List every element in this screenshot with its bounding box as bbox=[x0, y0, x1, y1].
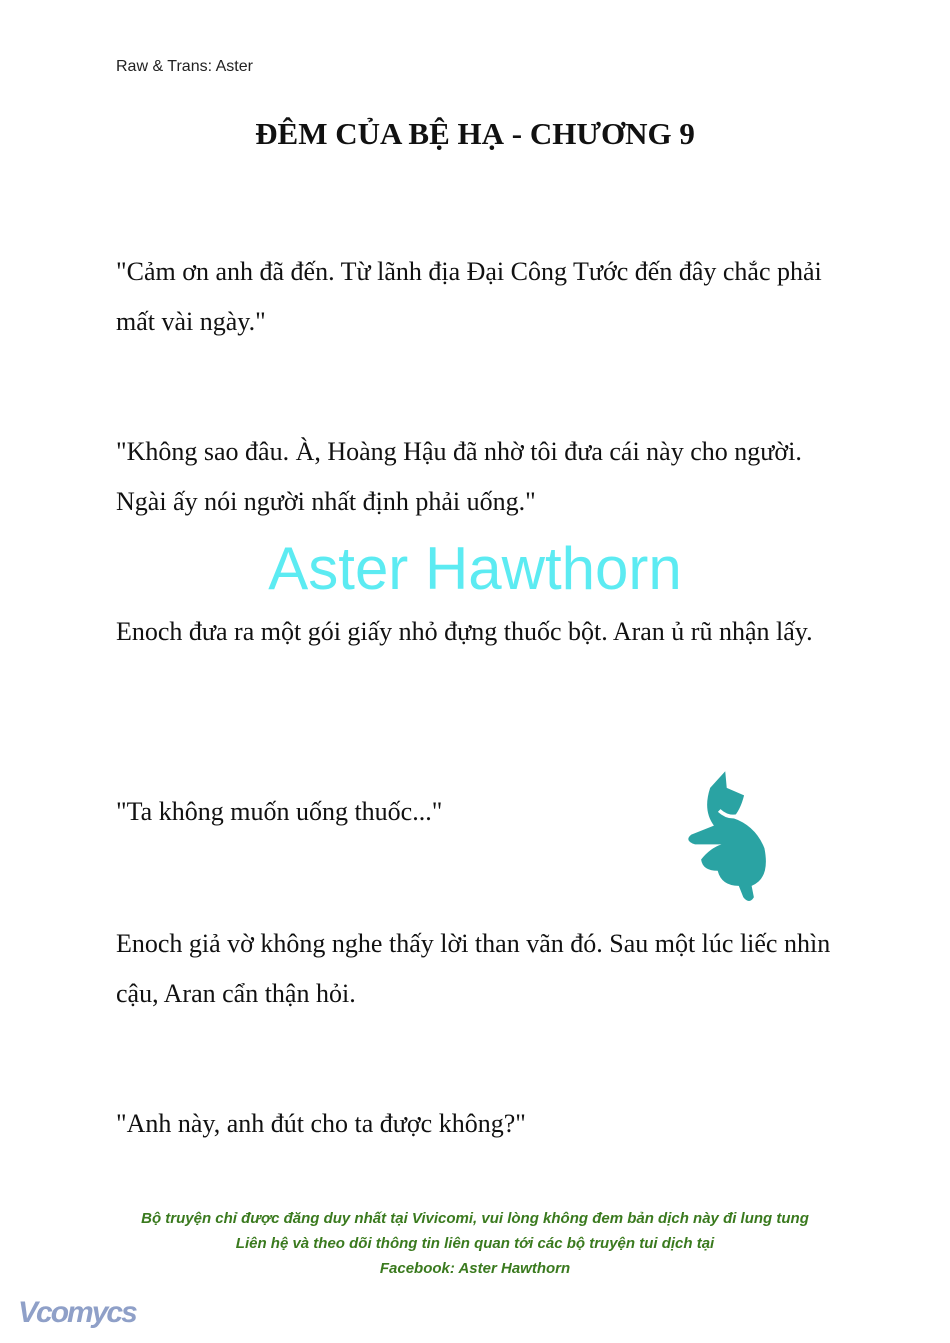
footer-contact: Liên hệ và theo dõi thông tin liên quan tới các bộ truyện tui dịch tại bbox=[235, 1235, 715, 1252]
page-title: ĐÊM CỦA BỆ HẠ - CHƯƠNG 9 bbox=[255, 116, 695, 151]
paragraph: "Anh này, anh đút cho ta được không?" bbox=[116, 1109, 526, 1138]
paragraph: "Không sao đâu. À, Hoàng Hậu đã nhờ tôi đưa cái này cho người. Ngài ấy nói người nhất định phải uống." bbox=[116, 437, 802, 516]
vcomycs-logo: Vcomycs bbox=[18, 1296, 136, 1329]
credit-line: Raw & Trans: Aster bbox=[116, 58, 253, 75]
footer-facebook: Facebook: Aster Hawthorn bbox=[379, 1260, 571, 1277]
paragraph: "Cảm ơn anh đã đến. Từ lãnh địa Đại Công Tước đến đây chắc phải mất vài ngày." bbox=[116, 257, 822, 336]
paragraph: Enoch đưa ra một gói giấy nhỏ đựng thuốc bột. Aran ủ rũ nhận lấy. bbox=[116, 617, 813, 646]
watermark-text: Aster Hawthorn bbox=[268, 535, 682, 602]
paragraph: Enoch giả vờ không nghe thấy lời than vãn đó. Sau một lúc liếc nhìn cậu, Aran cẩn thận hỏi. bbox=[116, 929, 831, 1008]
cat-icon bbox=[680, 765, 778, 905]
paragraph: "Ta không muốn uống thuốc..." bbox=[116, 797, 443, 826]
footer-notice: Bộ truyện chỉ được đăng duy nhất tại Vivicomi, vui lòng không đem bản dịch này đi lung tung bbox=[141, 1210, 809, 1227]
